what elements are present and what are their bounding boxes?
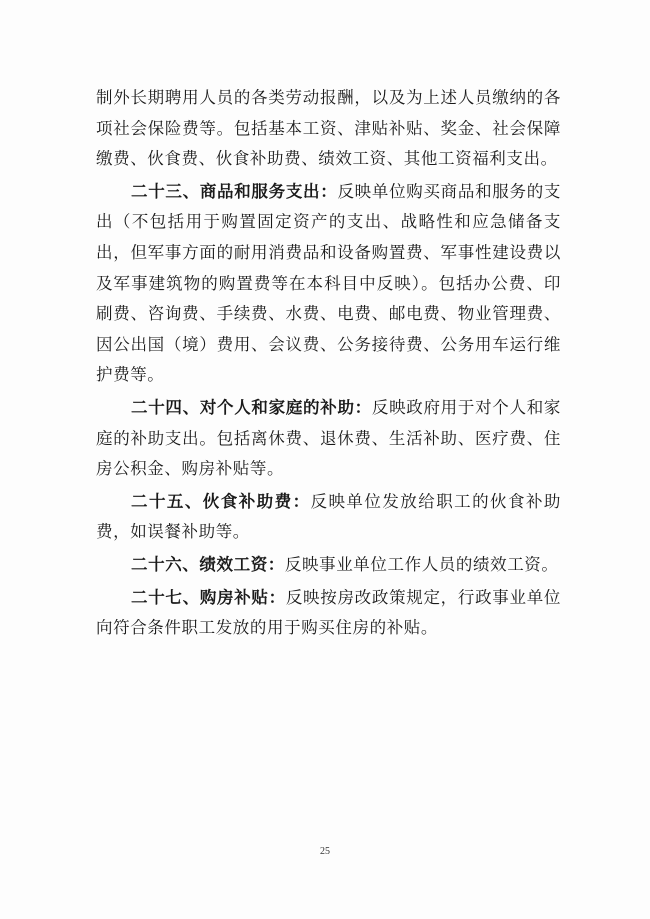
paragraph-term: 二十五、伙食补助费： (131, 491, 311, 511)
paragraph-term: 二十四、对个人和家庭的补助： (131, 397, 372, 417)
paragraph-text: 制外长期聘用人员的各类劳动报酬，以及为上述人员缴纳的各项社会保险费等。包括基本工资、津贴补贴、奖金、社会保障缴费、伙食费、伙食补助费、绩效工资、其他工资福利支出。 (96, 88, 561, 169)
paragraph-text: 反映政府用于对个人和家庭的补助支出。包括离休费、退休费、生活补助、医疗费、住房公积金、购房补贴等。 (96, 397, 561, 479)
paragraph-performance-pay (96, 550, 561, 581)
paragraph-meal-subsidy (96, 487, 561, 548)
paragraph-continuation (96, 83, 561, 175)
paragraph-term: 二十七、购房补贴： (131, 587, 286, 607)
paragraph-personal-family-subsidy (96, 393, 561, 485)
page-number: 25 (320, 846, 330, 857)
paragraph-text: 反映单位发放给职工的伙食补助费，如误餐补助等。 (96, 491, 562, 542)
document-body (96, 83, 561, 646)
paragraph-text: 反映按房改政策规定，行政事业单位向符合条件职工发放的用于购买住房的补贴。 (96, 587, 561, 638)
paragraph-goods-and-services (96, 177, 561, 391)
paragraph-term: 二十六、绩效工资： (131, 554, 285, 574)
paragraph-housing-subsidy (96, 583, 561, 644)
paragraph-text: 反映单位购买商品和服务的支出（不包括用于购置固定资产的支出、战略性和应急储备支出，但军事方面的耐用消费品和设备购置费、军事性建设费以及军事建筑物的购置费等在本科目中反映）。包括办公费、印刷费、咨询费、手续费、水费、电费、邮电费、物业管理费、因公出国（境）费用、会议费、公务接待费、公务用车运行维护费等。 (96, 181, 561, 385)
paragraph-text: 反映事业单位工作人员的绩效工资。 (284, 554, 559, 574)
paragraph-term: 二十三、商品和服务支出： (131, 181, 338, 201)
